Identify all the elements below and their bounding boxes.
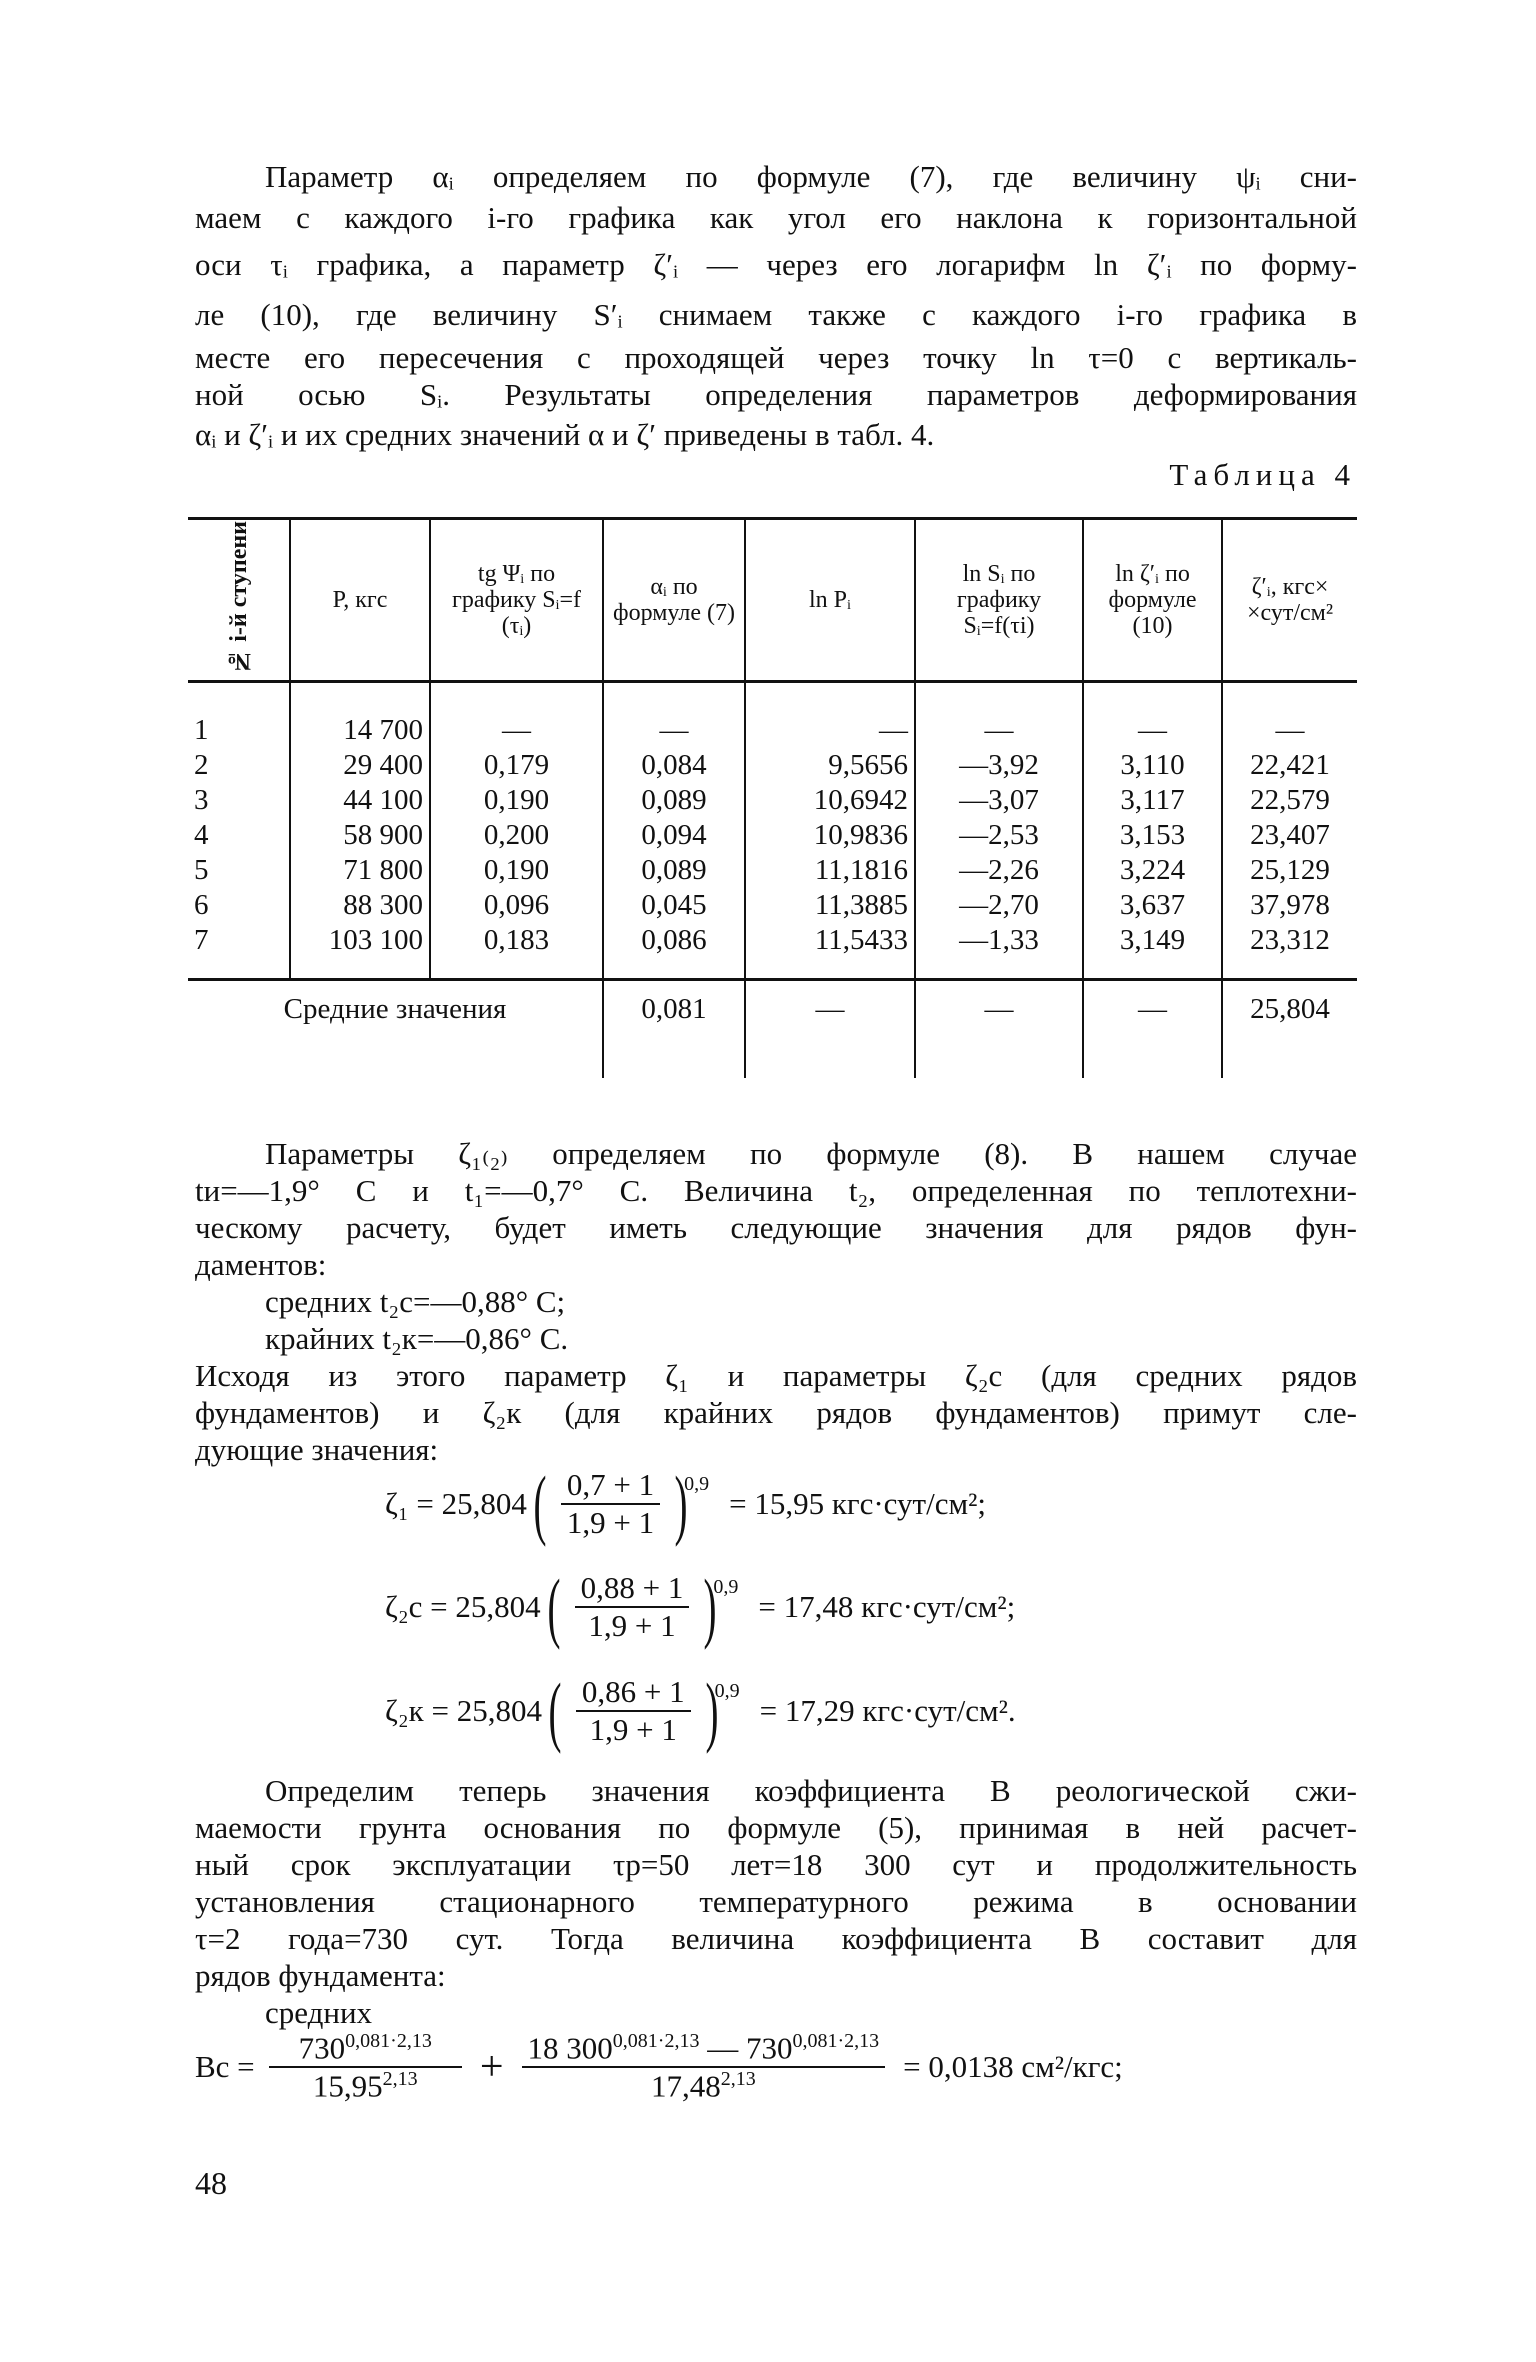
- bc-result: = 0,0138 см²/кгс;: [903, 2049, 1123, 2085]
- average-ln-p: —: [745, 980, 915, 1079]
- f2-denominator: 17,48: [650, 2068, 721, 2104]
- equation-result: = 15,95 кгс·сут/см²;: [729, 1486, 986, 1521]
- average-zeta: 25,804: [1222, 980, 1357, 1079]
- exponent: 0,9: [713, 1576, 739, 1598]
- results-table: [188, 517, 1357, 1078]
- plus-sign: +: [479, 2044, 504, 2091]
- table-row: [188, 923, 1357, 980]
- text-line: маемости грунта основания по формуле (5), принимая в ней расчет-: [195, 1810, 1357, 1845]
- text-line: Параметр αᵢ определяем по формуле (7), где величину ψᵢ сни-: [265, 159, 1357, 194]
- table-average-row: [188, 980, 1357, 1079]
- text-line: дующие значения:: [195, 1432, 439, 1467]
- table-cell: —2,53: [915, 818, 1083, 853]
- equation-result: = 17,29 кгс·сут/см².: [759, 1693, 1016, 1728]
- average-alpha: 0,081: [603, 980, 745, 1079]
- equation-denominator: 1,9 + 1: [589, 1712, 677, 1747]
- exponent: 2,13: [720, 2068, 756, 2091]
- table-cell: 3,153: [1083, 818, 1222, 853]
- left-paren: (: [547, 1563, 561, 1650]
- page-number: 48: [195, 2165, 227, 2201]
- equation-result: = 17,48 кгс·сут/см²;: [758, 1589, 1016, 1624]
- text-line: ческому расчету, будет иметь следующие значения для рядов фун-: [195, 1210, 1357, 1245]
- right-paren: ): [705, 1667, 719, 1754]
- zeta-equation: [385, 1460, 986, 1547]
- f2-numerator-a: 18 300: [527, 2030, 613, 2066]
- exponent: 0,081·2,13: [612, 2030, 700, 2052]
- f1-numerator: 730: [298, 2030, 346, 2066]
- table-cell: 58 900: [290, 818, 430, 853]
- table-row: [188, 783, 1357, 818]
- table-cell: 88 300: [290, 888, 430, 923]
- header-zeta: ζ′ᵢ, кгс× ×сут/см²: [1222, 519, 1357, 682]
- table-cell: 23,407: [1222, 818, 1357, 853]
- table-row: [188, 682, 1357, 749]
- table-cell: 3: [194, 784, 209, 816]
- text-line: рядов фундамента:: [195, 1958, 446, 1993]
- table-cell: 103 100: [290, 923, 430, 980]
- table-cell: 0,094: [603, 818, 745, 853]
- text-line: tи=—1,9° С и t₁=—0,7° С. Величина t₂, определенная по теплотехни-: [195, 1173, 1357, 1208]
- table-cell: 0,200: [430, 818, 603, 853]
- bc-formula: [195, 2030, 1365, 2105]
- table-cell: 3,117: [1083, 783, 1222, 818]
- table-cell: 22,421: [1222, 748, 1357, 783]
- table-row: [188, 888, 1357, 923]
- text-line: ный срок эксплуатации τр=50 лет=18 300 сут и продолжительность: [195, 1847, 1357, 1882]
- table-cell: 22,579: [1222, 783, 1357, 818]
- equation-denominator: 1,9 + 1: [566, 1505, 655, 1540]
- table-cell: 14 700: [290, 682, 430, 749]
- table-cell: —: [915, 682, 1083, 749]
- equation-numerator: 0,86 + 1: [576, 1674, 691, 1712]
- equation-denominator: 1,9 + 1: [588, 1608, 676, 1643]
- text-line: ной осью Sᵢ. Результаты определения параметров деформирования: [195, 377, 1357, 412]
- table-cell: —: [430, 682, 603, 749]
- table-cell: —: [745, 682, 915, 749]
- table-caption: Таблица 4: [1169, 457, 1356, 492]
- text-line: средних: [265, 1995, 373, 2030]
- text-line: ле (10), где величину S′ᵢ снимаем также с каждого i-го графика в: [195, 297, 1357, 332]
- text-line: фундаментов) и ζ₂к (для крайних рядов фундаментов) примут сле-: [195, 1395, 1357, 1430]
- table-cell: 9,5656: [745, 748, 915, 783]
- paragraph-3: [195, 1772, 1357, 2031]
- header-p: P, кгс: [290, 519, 430, 682]
- table-cell: 0,179: [430, 748, 603, 783]
- table-cell: —2,70: [915, 888, 1083, 923]
- text-line: Параметры ζ₁₍₂₎ определяем по формуле (8). В нашем случае: [265, 1136, 1357, 1171]
- table-cell: 23,312: [1222, 923, 1357, 980]
- table-cell: 25,129: [1222, 853, 1357, 888]
- table-cell: —: [1222, 682, 1357, 749]
- text-line: маем с каждого i-го графика как угол его наклона к горизонтальной: [195, 200, 1357, 235]
- average-ln-zeta: —: [1083, 980, 1222, 1079]
- table-cell: 10,9836: [745, 818, 915, 853]
- header-step: № i-й ступени: [225, 520, 252, 674]
- equation-lhs: ζ₁ = 25,804: [385, 1486, 527, 1521]
- header-alpha: αᵢ по формуле (7): [603, 519, 745, 682]
- table-cell: 11,3885: [745, 888, 915, 923]
- text-line: Исходя из этого параметр ζ₁ и параметры ζ₂с (для средних рядов: [195, 1358, 1357, 1393]
- header-ln-s: ln Sᵢ по графику Sᵢ=f(τi): [915, 519, 1083, 682]
- table-cell: 3,224: [1083, 853, 1222, 888]
- table-cell: 71 800: [290, 853, 430, 888]
- right-paren: ): [703, 1563, 717, 1650]
- f1-denominator: 15,95: [312, 2068, 383, 2104]
- equation-lhs: ζ₂к = 25,804: [385, 1693, 542, 1728]
- table-cell: —3,07: [915, 783, 1083, 818]
- table-cell: 4: [194, 819, 209, 851]
- table-cell: 37,978: [1222, 888, 1357, 923]
- text-line: средних t₂с=—0,88° С;: [265, 1284, 566, 1319]
- table-row: [188, 853, 1357, 888]
- text-line: αᵢ и ζ′ᵢ и их средних значений α и ζ′ приведены в табл. 4.: [195, 417, 935, 452]
- text-line: крайних t₂к=—0,86° С.: [265, 1321, 569, 1356]
- equation-numerator: 0,7 + 1: [561, 1467, 660, 1505]
- table-cell: 0,190: [430, 853, 603, 888]
- table-cell: 5: [194, 854, 209, 886]
- equation-lhs: ζ₂с = 25,804: [385, 1589, 541, 1624]
- exponent: 0,9: [714, 1680, 740, 1702]
- table-cell: 3,637: [1083, 888, 1222, 923]
- f2-numerator-b: — 730: [699, 2030, 793, 2066]
- exponent: 0,081·2,13: [792, 2030, 880, 2052]
- paragraph-1: [195, 158, 1357, 453]
- table-cell: 7: [194, 924, 209, 956]
- table-cell: 0,183: [430, 923, 603, 980]
- equation-numerator: 0,88 + 1: [575, 1570, 690, 1608]
- text-line: установления стационарного температурного режима в основании: [195, 1884, 1357, 1919]
- header-ln-zeta: ln ζ′ᵢ по формуле (10): [1083, 519, 1222, 682]
- table-cell: 0,045: [603, 888, 745, 923]
- table-cell: —1,33: [915, 923, 1083, 980]
- table-cell: 6: [194, 889, 209, 921]
- table-row: [188, 818, 1357, 853]
- table-cell: 11,1816: [745, 853, 915, 888]
- table-cell: 1: [194, 714, 209, 746]
- table-header-row: [188, 519, 1357, 682]
- right-paren: ): [674, 1460, 688, 1547]
- average-ln-s: —: [915, 980, 1083, 1079]
- text-line: месте его пересечения с проходящей через точку ln τ=0 с вертикаль-: [195, 340, 1357, 375]
- table-cell: 29 400: [290, 748, 430, 783]
- table-row: [188, 748, 1357, 783]
- text-line: даментов:: [195, 1247, 327, 1282]
- zeta-equation: [385, 1563, 1016, 1650]
- exponent: 0,9: [684, 1473, 710, 1495]
- table-cell: 44 100: [290, 783, 430, 818]
- table-cell: —: [1083, 682, 1222, 749]
- table-cell: 0,190: [430, 783, 603, 818]
- exponent: 2,13: [382, 2068, 418, 2091]
- table-cell: 0,086: [603, 923, 745, 980]
- bc-lhs: Bс =: [195, 2049, 255, 2085]
- average-label: Средние значения: [283, 993, 507, 1025]
- left-paren: (: [533, 1460, 547, 1547]
- table-cell: 0,089: [603, 783, 745, 818]
- paragraph-2: [195, 1135, 1357, 1468]
- table-cell: 2: [194, 749, 209, 781]
- text-line: τ=2 года=730 сут. Тогда величина коэффициента B составит для: [195, 1921, 1357, 1956]
- table-cell: —3,92: [915, 748, 1083, 783]
- table-cell: 0,096: [430, 888, 603, 923]
- table-cell: 10,6942: [745, 783, 915, 818]
- table-cell: 0,084: [603, 748, 745, 783]
- text-line: оси τᵢ графика, а параметр ζ′ᵢ — через его логарифм ln ζ′ᵢ по форму-: [195, 247, 1357, 282]
- table-cell: 3,110: [1083, 748, 1222, 783]
- table-cell: —2,26: [915, 853, 1083, 888]
- header-ln-p: ln Pᵢ: [745, 519, 915, 682]
- table-cell: 3,149: [1083, 923, 1222, 980]
- zeta-equation: [385, 1667, 1016, 1754]
- table-cell: —: [603, 682, 745, 749]
- table-cell: 11,5433: [745, 923, 915, 980]
- exponent: 0,081·2,13: [345, 2030, 432, 2052]
- table-cell: 0,089: [603, 853, 745, 888]
- text-line: Определим теперь значения коэффициента B реологической сжи-: [265, 1773, 1357, 1808]
- left-paren: (: [548, 1667, 562, 1754]
- header-tg-psi: tg Ψᵢ по графику Sᵢ=f (τᵢ): [430, 519, 603, 682]
